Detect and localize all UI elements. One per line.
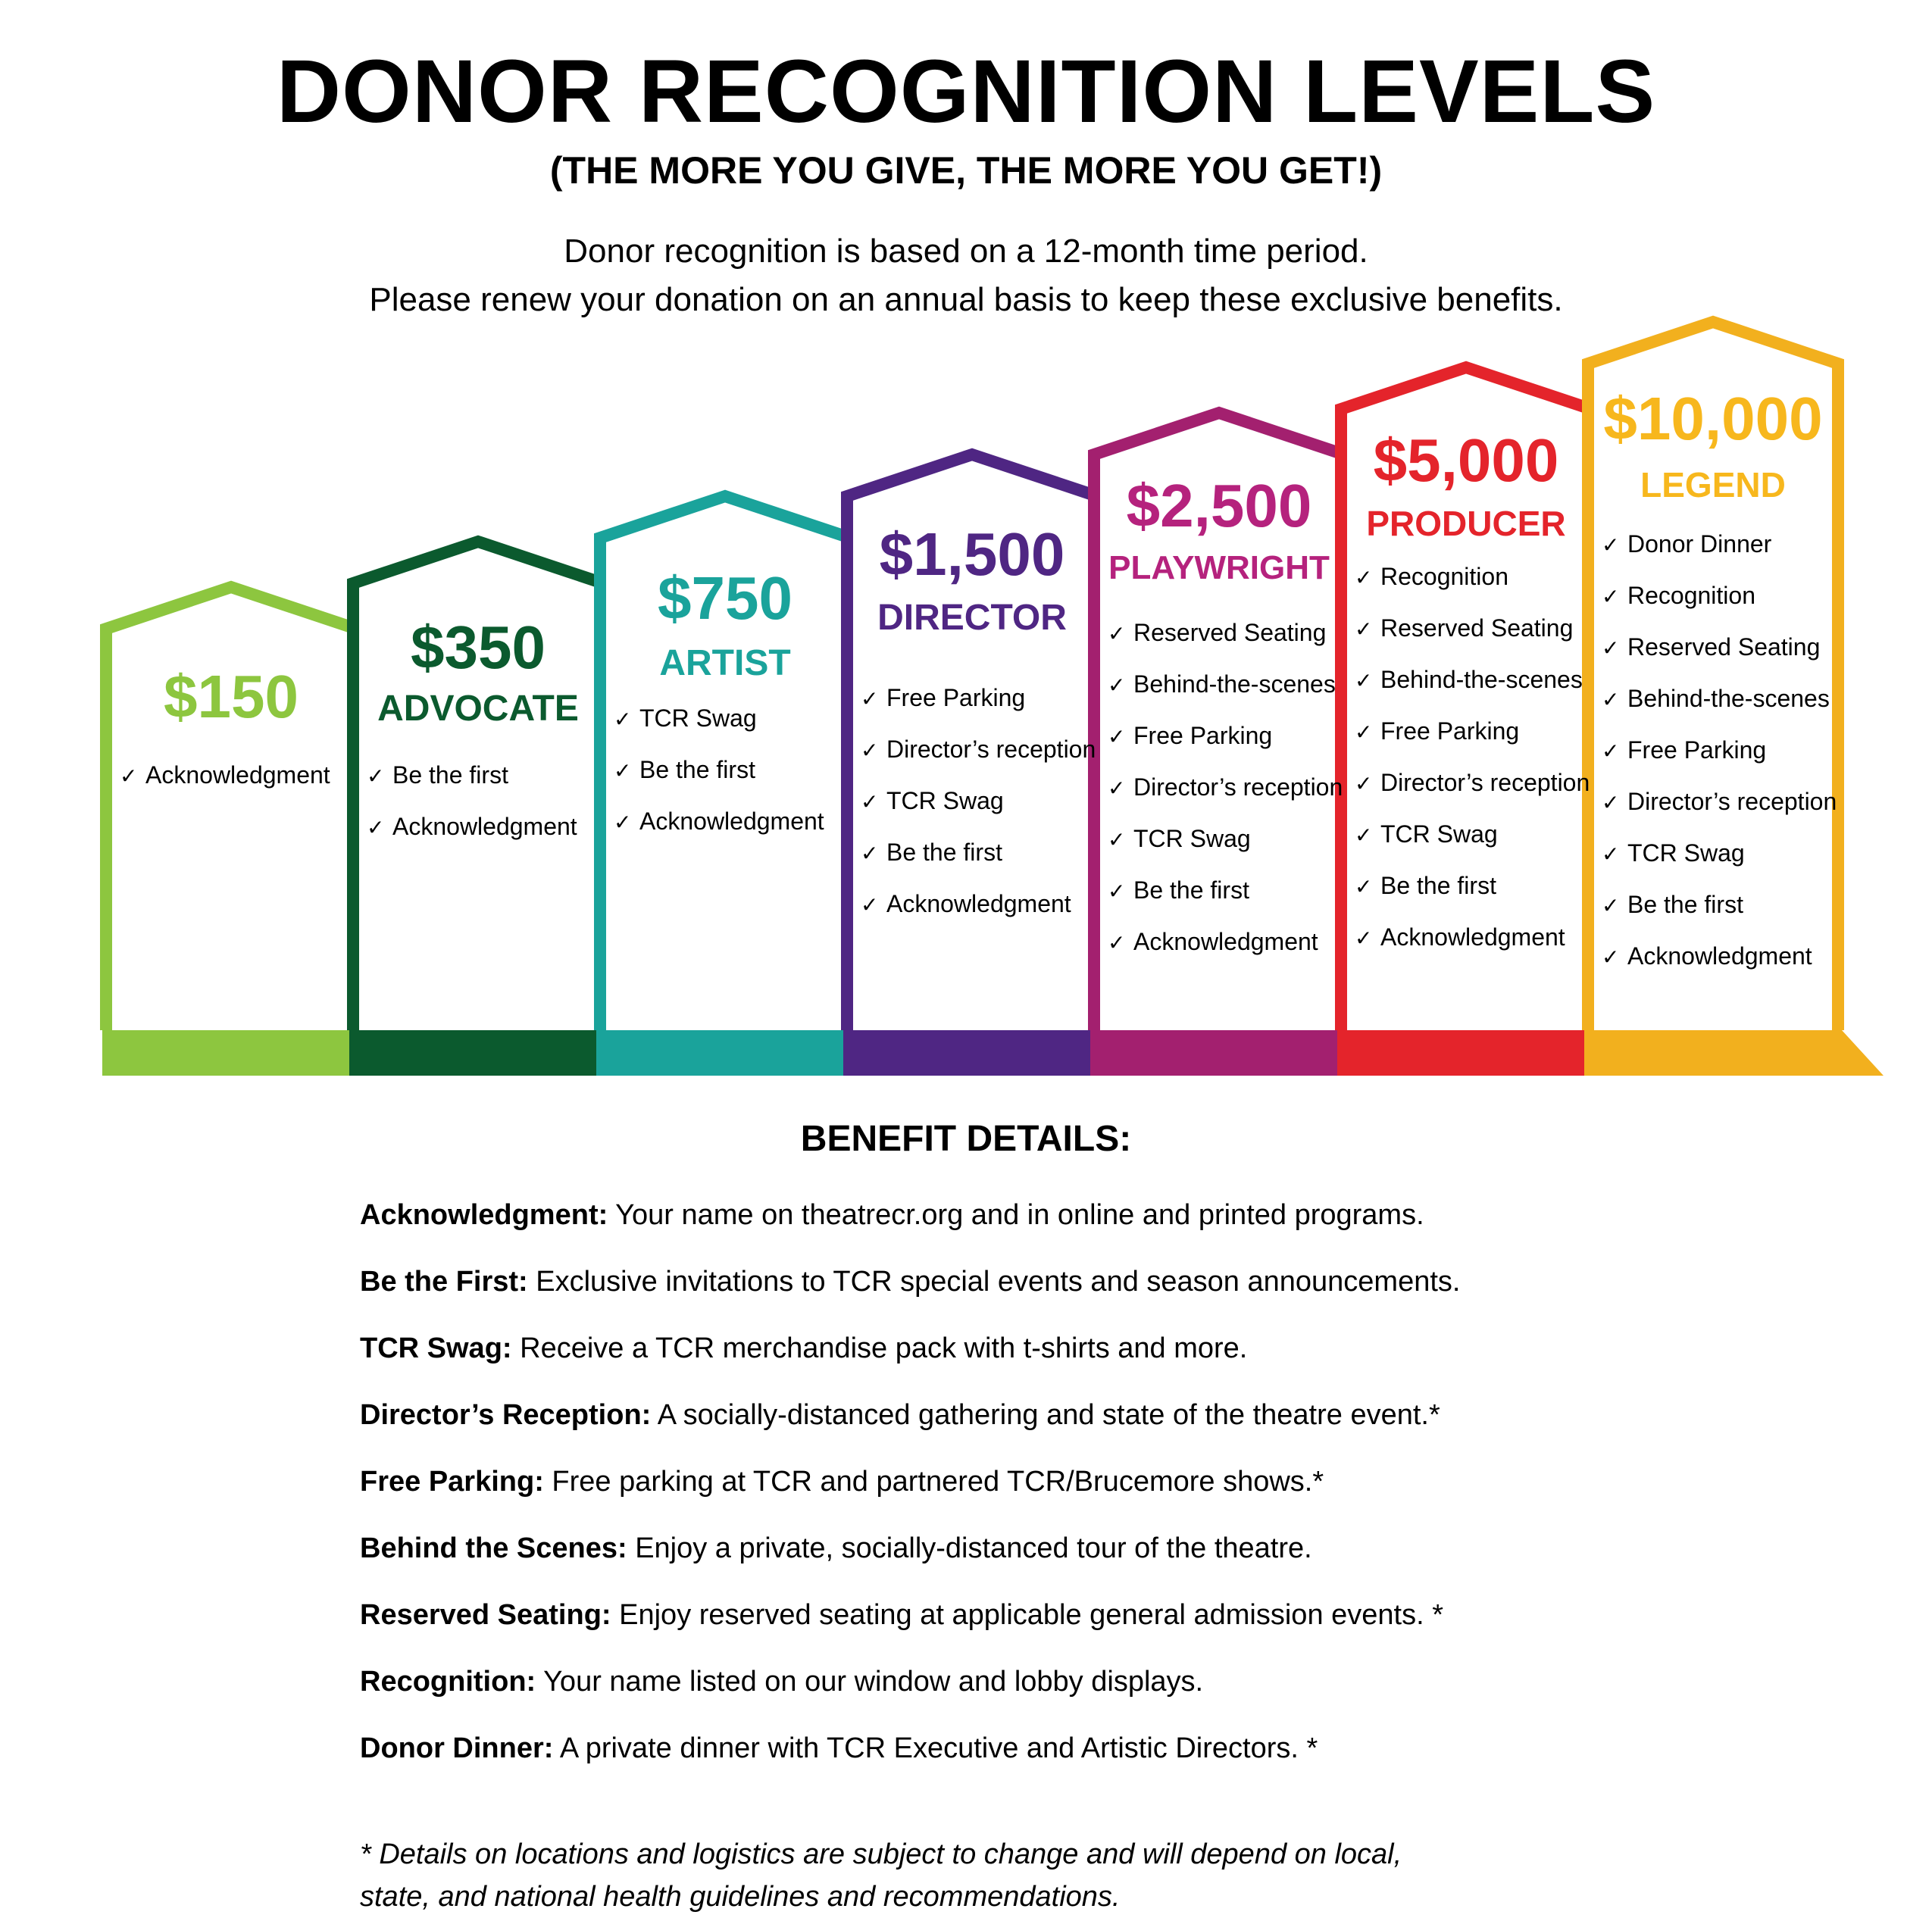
benefit-detail-item — [360, 1382, 1648, 1448]
benefit-detail-item — [360, 1448, 1648, 1515]
benefit-detail-item — [360, 1648, 1648, 1715]
benefit-detail-item — [360, 1582, 1648, 1648]
intro-line-1: Donor recognition is based on a 12-month time period. — [564, 233, 1368, 270]
tier-benefit-label: Recognition — [1627, 582, 1755, 609]
tier-benefit-item — [1355, 809, 1591, 861]
tier-name: PRODUCER — [1366, 504, 1566, 543]
tier-benefit-label: Director’s reception — [1627, 788, 1837, 815]
tier-name: ARTIST — [659, 643, 791, 683]
page-subtitle: (THE MORE YOU GIVE, THE MORE YOU GET!) — [549, 149, 1383, 192]
tier-benefit-label: TCR Swag — [1627, 839, 1745, 867]
tier-benefit-item — [861, 879, 1097, 930]
tier-benefit-item — [1602, 570, 1838, 622]
tier-benefit-item — [1355, 654, 1591, 706]
benefit-detail-term: Director’s Reception: — [360, 1399, 652, 1431]
tier-benefit-item — [861, 724, 1097, 776]
benefit-detail-description: Your name listed on our window and lobby displays. — [536, 1666, 1204, 1698]
tier-price: $5,000 — [1373, 426, 1559, 494]
tier-price: $2,500 — [1126, 472, 1312, 539]
checkmark-icon: ✓ — [1108, 724, 1126, 749]
tier-card — [1094, 0, 1344, 1136]
checkmark-icon: ✓ — [1602, 945, 1620, 970]
benefit-detail-term: Behind the Scenes: — [360, 1532, 627, 1564]
tier-benefit-label: Free Parking — [1133, 722, 1273, 749]
tier-benefit-label: Acknowledgment — [145, 761, 330, 789]
tier-price: $750 — [658, 564, 792, 632]
tier-benefit-item — [1355, 912, 1591, 964]
benefit-detail-description: Enjoy reserved seating at applicable general admission events. * — [611, 1599, 1443, 1631]
benefit-detail-term: Acknowledgment: — [360, 1199, 608, 1231]
tier-benefit-item — [1602, 828, 1838, 879]
tier-benefit-label: Reserved Seating — [1627, 633, 1821, 661]
tier-benefit-item — [861, 673, 1097, 724]
tier-benefit-item — [1108, 865, 1344, 917]
tier-benefit-item — [1108, 711, 1344, 762]
benefit-detail-term: Donor Dinner: — [360, 1732, 554, 1764]
checkmark-icon: ✓ — [861, 841, 879, 866]
benefit-detail-description: Exclusive invitations to TCR special events and season announcements. — [527, 1266, 1461, 1298]
tier-benefit-label: Be the first — [1133, 876, 1249, 904]
tier-benefit-list — [1094, 608, 1344, 968]
checkmark-icon: ✓ — [614, 758, 632, 783]
checkmark-icon: ✓ — [1602, 893, 1620, 918]
tier-benefit-label: Acknowledgment — [1133, 928, 1318, 955]
tier-benefit-list — [1588, 519, 1838, 982]
tier-benefit-label: Free Parking — [1627, 736, 1767, 764]
checkmark-icon: ✓ — [861, 738, 879, 763]
tier-benefit-label: Acknowledgment — [1627, 942, 1812, 970]
tier-benefit-item — [1355, 551, 1591, 603]
tier-benefit-item — [367, 801, 603, 853]
checkmark-icon: ✓ — [861, 686, 879, 711]
tier-benefit-item — [1355, 758, 1591, 809]
benefit-detail-term: Recognition: — [360, 1666, 536, 1698]
tier-benefit-label: Acknowledgment — [639, 807, 824, 835]
checkmark-icon: ✓ — [861, 789, 879, 814]
checkmark-icon: ✓ — [1355, 668, 1373, 693]
benefit-detail-item — [360, 1315, 1648, 1382]
checkmark-icon: ✓ — [1108, 776, 1126, 801]
checkmark-icon: ✓ — [1355, 874, 1373, 899]
benefit-detail-term: Be the First: — [360, 1266, 528, 1298]
tier-benefit-label: Acknowledgment — [886, 890, 1071, 917]
benefit-detail-item — [360, 1182, 1648, 1248]
tier-benefit-label: TCR Swag — [1380, 820, 1498, 848]
tier-benefit-item — [367, 750, 603, 801]
tier-benefit-label: Be the first — [392, 761, 508, 789]
checkmark-icon: ✓ — [1108, 673, 1126, 698]
checkmark-icon: ✓ — [1108, 827, 1126, 852]
tier-benefit-item — [1108, 814, 1344, 865]
tier-benefit-item — [861, 827, 1097, 879]
benefit-detail-description: Enjoy a private, socially-distanced tour of the theatre. — [627, 1532, 1312, 1564]
checkmark-icon: ✓ — [1602, 584, 1620, 609]
tier-benefit-item — [1355, 706, 1591, 758]
tier-benefit-label: Be the first — [1627, 891, 1743, 918]
tier-benefit-label: Be the first — [639, 756, 755, 783]
tier-benefit-label: TCR Swag — [639, 704, 757, 732]
tier-card — [847, 0, 1097, 1136]
tier-benefit-label: Director’s reception — [886, 736, 1096, 763]
benefit-detail-term: TCR Swag: — [360, 1332, 512, 1364]
tier-benefit-label: Free Parking — [1380, 717, 1520, 745]
tier-price: $350 — [411, 614, 546, 681]
tier-card — [353, 0, 603, 1136]
tier-benefit-item — [1108, 608, 1344, 659]
tier-benefit-label: Be the first — [886, 839, 1002, 866]
tier-benefit-item — [614, 796, 850, 848]
intro-line-2: Please renew your donation on an annual basis to keep these exclusive benefits. — [369, 281, 1563, 318]
tier-benefit-label: Behind-the-scenes — [1133, 670, 1336, 698]
footnote-line-1: * Details on locations and logistics are subject to change and will depend on local, — [360, 1838, 1402, 1870]
checkmark-icon: ✓ — [1108, 930, 1126, 955]
checkmark-icon: ✓ — [1602, 842, 1620, 867]
tier-benefit-item — [1602, 931, 1838, 982]
tier-card — [600, 0, 850, 1136]
benefit-detail-description: Your name on theatrecr.org and in online and printed programs. — [608, 1199, 1424, 1231]
tier-benefit-list — [600, 693, 850, 848]
benefit-detail-description: Free parking at TCR and partnered TCR/Brucemore shows.* — [543, 1466, 1324, 1498]
tier-benefit-item — [614, 693, 850, 745]
tier-benefit-item — [1602, 622, 1838, 673]
tier-benefit-item — [614, 745, 850, 796]
benefit-detail-description: Receive a TCR merchandise pack with t-shirts and more. — [511, 1332, 1248, 1364]
tier-benefit-item — [1355, 603, 1591, 654]
tier-benefit-label: Donor Dinner — [1627, 530, 1772, 558]
checkmark-icon: ✓ — [1602, 790, 1620, 815]
tier-card — [1341, 0, 1591, 1136]
checkmark-icon: ✓ — [367, 815, 385, 840]
tier-price: $10,000 — [1603, 385, 1823, 452]
checkmark-icon: ✓ — [1355, 565, 1373, 590]
tier-benefit-label: Acknowledgment — [392, 813, 577, 840]
tier-name: LEGEND — [1640, 465, 1786, 504]
benefit-details-heading: BENEFIT DETAILS: — [800, 1119, 1132, 1159]
checkmark-icon: ✓ — [1108, 621, 1126, 646]
checkmark-icon: ✓ — [1602, 636, 1620, 661]
tier-benefit-label: TCR Swag — [886, 787, 1004, 814]
tier-name: ADVOCATE — [377, 689, 579, 729]
checkmark-icon: ✓ — [614, 707, 632, 732]
tier-benefit-item — [120, 750, 356, 801]
tier-name: DIRECTOR — [877, 598, 1067, 638]
footnote-line-2: state, and national health guidelines and recommendations. — [360, 1881, 1121, 1913]
checkmark-icon: ✓ — [614, 810, 632, 835]
benefit-detail-item — [360, 1248, 1648, 1315]
tier-benefit-list — [847, 673, 1097, 930]
tier-price: $150 — [164, 663, 299, 730]
footnote — [360, 1833, 1648, 1918]
benefit-detail-term: Reserved Seating: — [360, 1599, 611, 1631]
checkmark-icon: ✓ — [1355, 926, 1373, 951]
checkmark-icon: ✓ — [1602, 533, 1620, 558]
checkmark-icon: ✓ — [1355, 720, 1373, 745]
tier-benefit-label: TCR Swag — [1133, 825, 1251, 852]
checkmark-icon: ✓ — [1355, 823, 1373, 848]
tier-card — [106, 0, 356, 1136]
checkmark-icon: ✓ — [1602, 687, 1620, 712]
checkmark-icon: ✓ — [1602, 739, 1620, 764]
tier-benefit-item — [1602, 673, 1838, 725]
tier-card — [1588, 0, 1838, 1136]
tier-benefit-label: Director’s reception — [1133, 773, 1343, 801]
benefit-details-list — [360, 1182, 1648, 1782]
tier-benefit-list — [106, 750, 356, 801]
checkmark-icon: ✓ — [367, 764, 385, 789]
tier-benefit-list — [353, 750, 603, 853]
benefit-detail-description: A socially-distanced gathering and state of the theatre event.* — [651, 1399, 1440, 1431]
tier-benefit-item — [1355, 861, 1591, 912]
benefit-detail-item — [360, 1515, 1648, 1582]
tier-benefit-label: Acknowledgment — [1380, 923, 1565, 951]
tier-benefit-label: Reserved Seating — [1380, 614, 1574, 642]
tier-name: PLAYWRIGHT — [1108, 549, 1330, 586]
tier-price: $1,500 — [879, 520, 1065, 588]
tier-benefit-list — [1341, 551, 1591, 964]
tier-benefit-label: Free Parking — [886, 684, 1026, 711]
tier-benefit-item — [1602, 519, 1838, 570]
tier-benefit-label: Behind-the-scenes — [1627, 685, 1830, 712]
tier-benefit-label: Be the first — [1380, 872, 1496, 899]
benefit-detail-description: A private dinner with TCR Executive and Artistic Directors. * — [553, 1732, 1318, 1764]
tier-benefit-label: Recognition — [1380, 563, 1508, 590]
tier-benefit-label: Director’s reception — [1380, 769, 1590, 796]
checkmark-icon: ✓ — [861, 892, 879, 917]
checkmark-icon: ✓ — [120, 764, 138, 789]
tier-benefit-item — [1602, 879, 1838, 931]
checkmark-icon: ✓ — [1355, 771, 1373, 796]
tier-benefit-item — [1108, 659, 1344, 711]
benefit-detail-item — [360, 1715, 1648, 1782]
tier-benefit-item — [1108, 917, 1344, 968]
checkmark-icon: ✓ — [1355, 617, 1373, 642]
page-title: DONOR RECOGNITION LEVELS — [276, 42, 1656, 142]
benefit-detail-term: Free Parking: — [360, 1466, 544, 1498]
tier-benefit-label: Reserved Seating — [1133, 619, 1327, 646]
tier-benefit-item — [1602, 776, 1838, 828]
tier-benefit-label: Behind-the-scenes — [1380, 666, 1583, 693]
tier-benefit-item — [1602, 725, 1838, 776]
tier-benefit-item — [861, 776, 1097, 827]
tier-benefit-item — [1108, 762, 1344, 814]
checkmark-icon: ✓ — [1108, 879, 1126, 904]
